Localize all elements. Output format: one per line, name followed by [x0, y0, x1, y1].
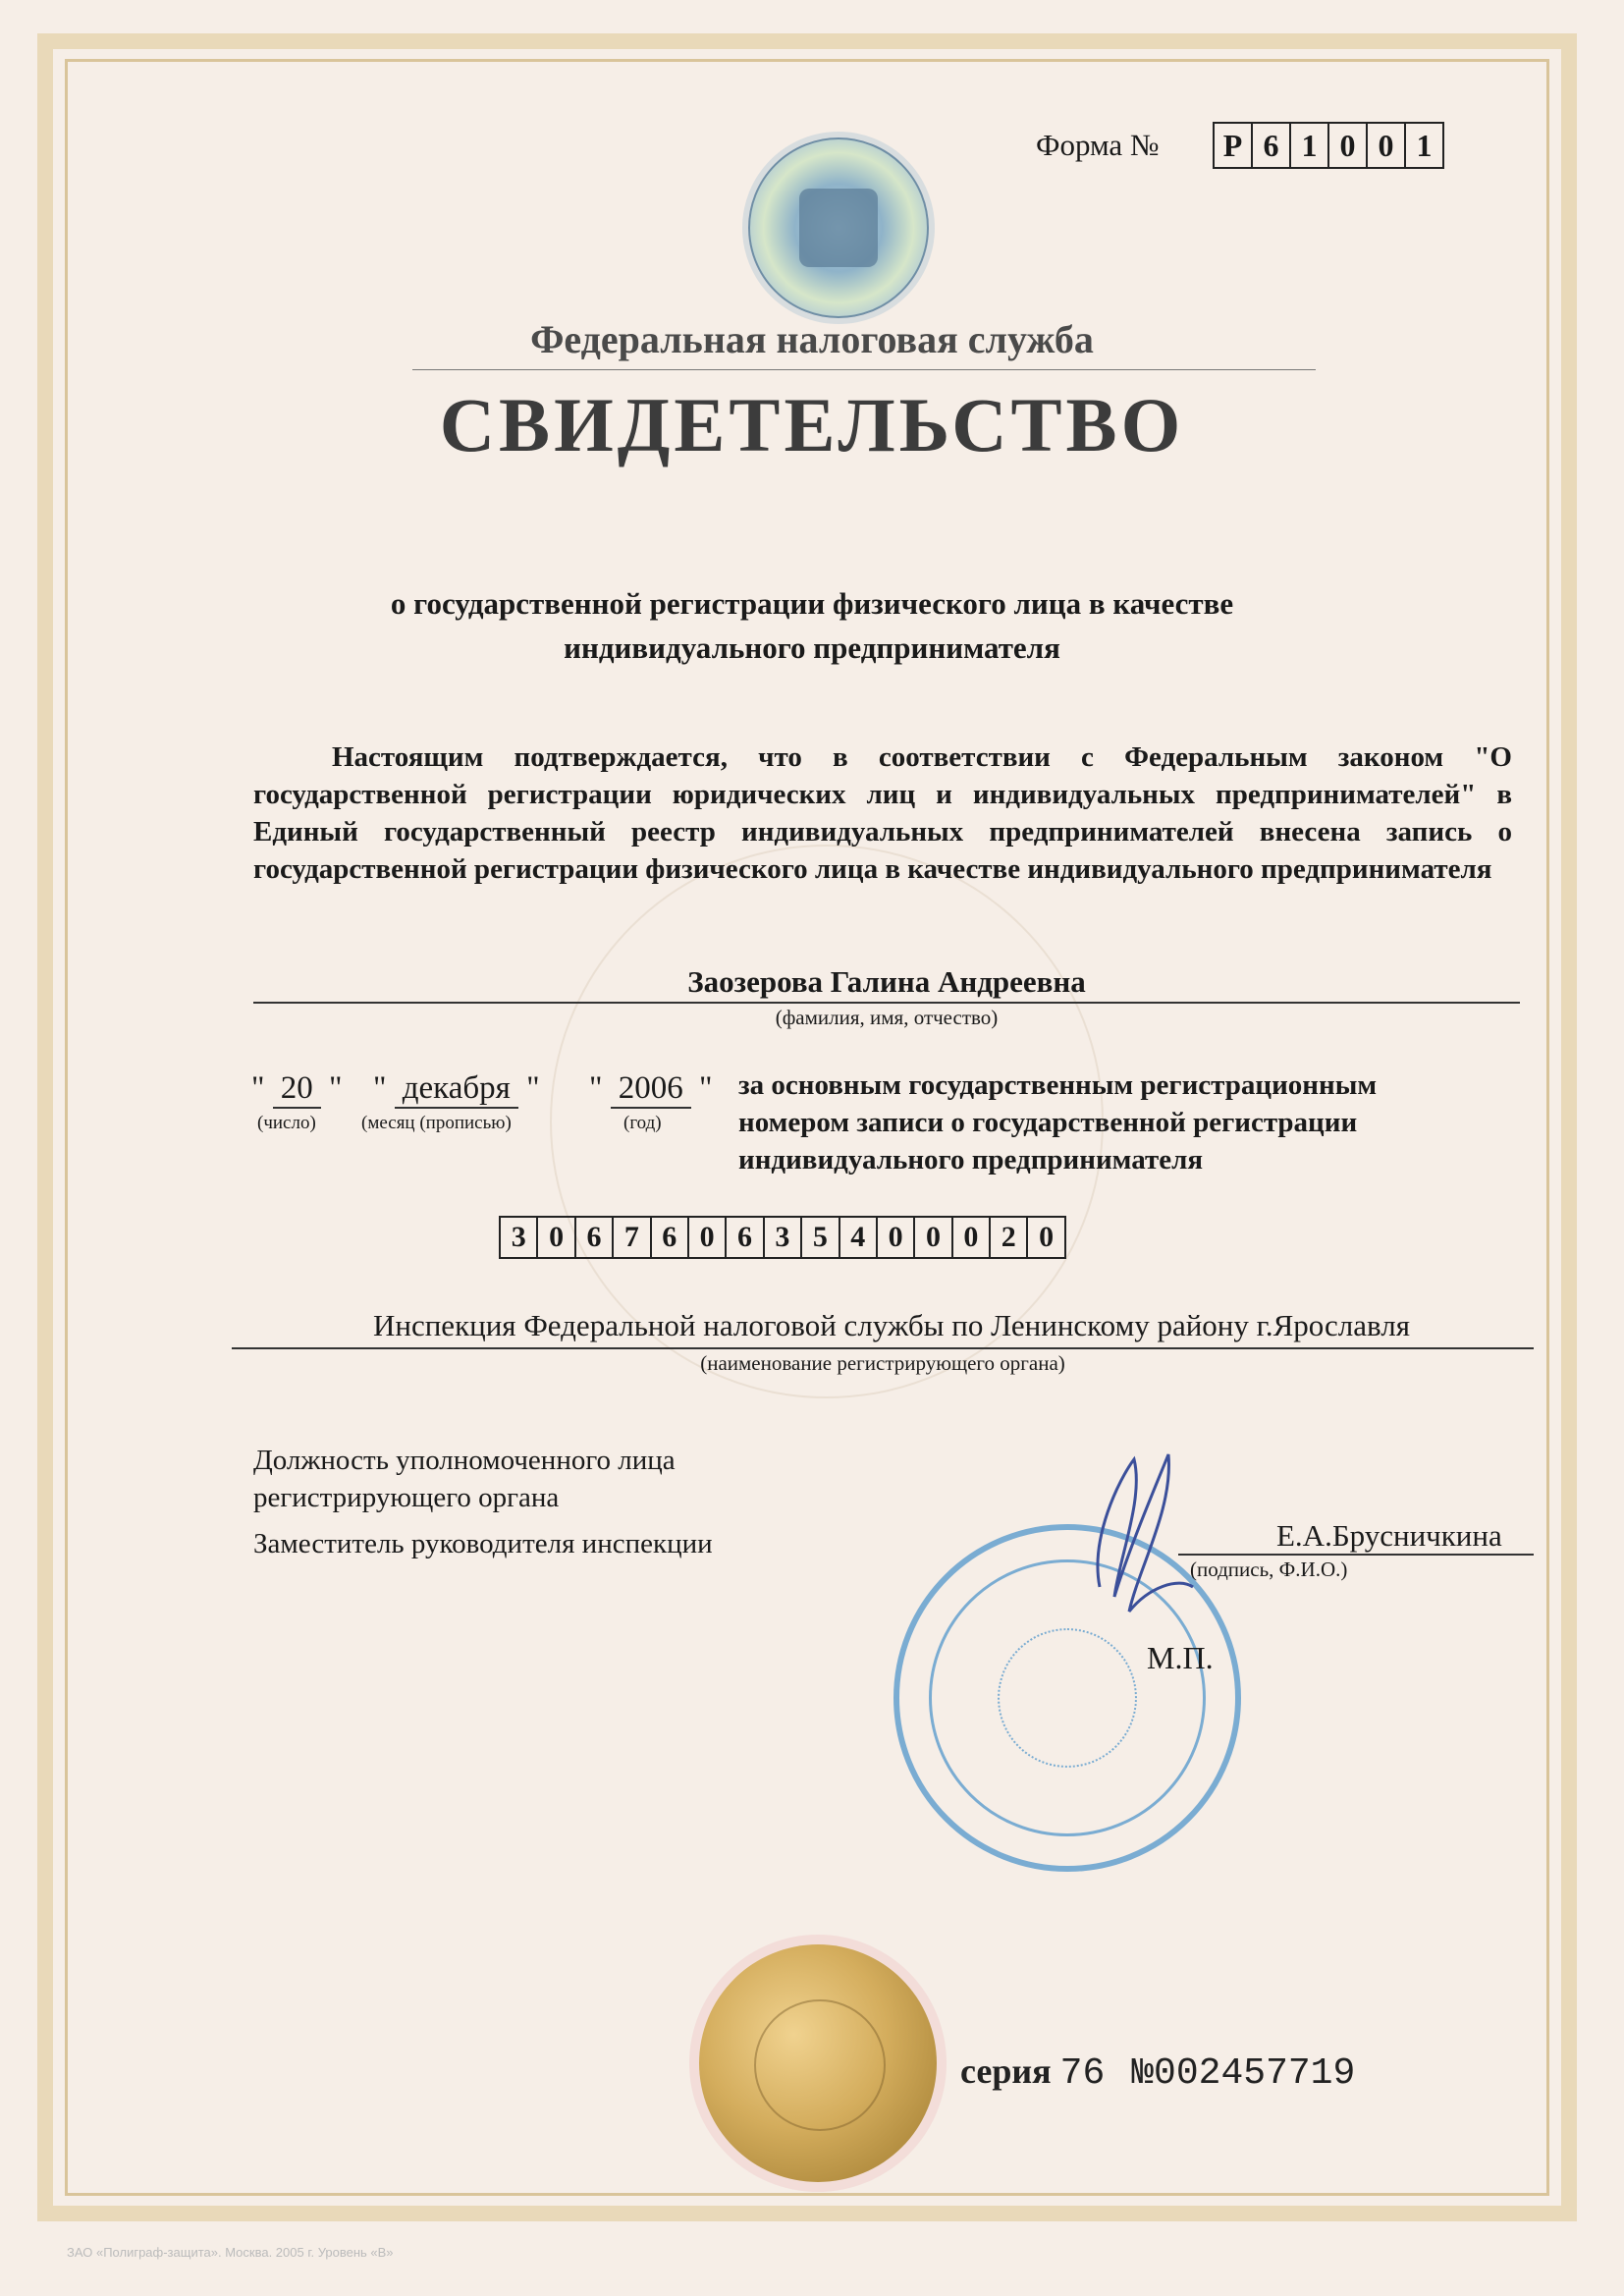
date-day-caption: (число) — [257, 1113, 316, 1133]
document-title: СВИДЕТЕЛЬСТВО — [439, 382, 1185, 467]
date-year-caption: (год) — [623, 1113, 662, 1133]
registering-authority-underline — [232, 1347, 1534, 1349]
ogrn-text-line: номером записи о государственной регистрации — [738, 1107, 1358, 1138]
ogrn-digit: 3 — [501, 1218, 538, 1257]
ogrn-digit: 2 — [991, 1218, 1028, 1257]
registering-authority-caption: (наименование регистрирующего органа) — [700, 1351, 1065, 1375]
eagle-emblem-icon — [754, 1999, 886, 2131]
agency-underline — [412, 369, 1316, 370]
subtitle-line: индивидуального предпринимателя — [564, 630, 1060, 665]
gold-seal-icon — [699, 1944, 937, 2182]
date-month-caption: (месяц (прописью) — [361, 1113, 512, 1133]
ogrn-digit: 6 — [576, 1218, 614, 1257]
ogrn-text-line: индивидуального предпринимателя — [738, 1144, 1204, 1175]
ogrn-digit: 7 — [614, 1218, 651, 1257]
date-month-value: декабря — [395, 1070, 518, 1109]
ogrn-digit: 3 — [765, 1218, 802, 1257]
signer-name: Е.А.Брусничкина — [1276, 1518, 1502, 1553]
ogrn-digit: 0 — [878, 1218, 915, 1257]
ogrn-digit: 4 — [840, 1218, 878, 1257]
position-label — [253, 1442, 676, 1516]
form-code-cell: 6 — [1253, 124, 1291, 167]
ogrn-description — [738, 1066, 1377, 1178]
serial-number: №002457719 — [1131, 2052, 1356, 2095]
form-code-cell: 1 — [1291, 124, 1329, 167]
document-subtitle — [0, 581, 1624, 670]
series-label: серия — [960, 2051, 1052, 2091]
seal-place-label: М.П. — [1147, 1640, 1214, 1675]
ogrn-digit: 6 — [652, 1218, 689, 1257]
signer-caption: (подпись, Ф.И.О.) — [1190, 1558, 1348, 1581]
form-label: Форма № — [1036, 128, 1160, 162]
body-paragraph: Настоящим подтверждается, что в соответствии с Федеральным законом "О государственной регистрации юридических лиц и индивидуальных предпринимателей" в Единый государственный реестр индивидуальных предпринимателей внесена запись о государственной регистрации физического лица в качестве индивидуального предпринимателя — [253, 741, 1512, 885]
ogrn-digit: 0 — [953, 1218, 991, 1257]
printer-imprint: ЗАО «Полиграф-защита». Москва. 2005 г. Уровень «В» — [67, 2245, 394, 2260]
ogrn-digit: 5 — [802, 1218, 839, 1257]
series-value: 76 — [1059, 2052, 1106, 2095]
date-day-value: 20 — [273, 1070, 321, 1109]
form-code-cell: Р — [1215, 124, 1253, 167]
signer-underline — [1178, 1554, 1534, 1556]
handwritten-signature-icon — [1060, 1440, 1208, 1626]
date-month: " декабря " — [373, 1070, 540, 1109]
ogrn-digit: 0 — [538, 1218, 575, 1257]
ogrn-digit: 0 — [689, 1218, 727, 1257]
form-code-cell: 0 — [1368, 124, 1406, 167]
ogrn-digit: 6 — [727, 1218, 764, 1257]
date-day: " 20 " — [251, 1070, 342, 1109]
date-year-value: 2006 — [611, 1070, 691, 1109]
form-code-cells — [1213, 122, 1444, 169]
ogrn-digit: 0 — [1039, 1221, 1055, 1253]
emblem-icon — [799, 189, 878, 267]
ogrn-digit: 0 — [915, 1218, 952, 1257]
date-year: " 2006 " — [589, 1070, 712, 1109]
person-name-underline — [253, 1002, 1520, 1004]
stamp-core — [998, 1628, 1137, 1768]
agency-name: Федеральная налоговая служба — [530, 317, 1094, 361]
person-name: Заозерова Галина Андреевна — [687, 964, 1086, 999]
person-name-caption: (фамилия, имя, отчество) — [775, 1006, 999, 1029]
form-code-cell: 1 — [1416, 127, 1433, 163]
registering-authority: Инспекция Федеральной налоговой службы по Ленинскому району г.Ярославля — [372, 1308, 1410, 1342]
subtitle-line: о государственной регистрации физического лица в качестве — [390, 586, 1234, 621]
position-label-line: Должность уполномоченного лица — [253, 1445, 676, 1476]
position-label-line: регистрирующего органа — [253, 1482, 560, 1513]
hologram-icon — [748, 137, 929, 318]
ogrn-text-line: за основным государственным регистрационным — [738, 1069, 1378, 1101]
ogrn-number-cells — [499, 1216, 1066, 1259]
series-number — [960, 2050, 1355, 2095]
form-code-cell: 0 — [1329, 124, 1368, 167]
position-value: Заместитель руководителя инспекции — [253, 1528, 713, 1559]
